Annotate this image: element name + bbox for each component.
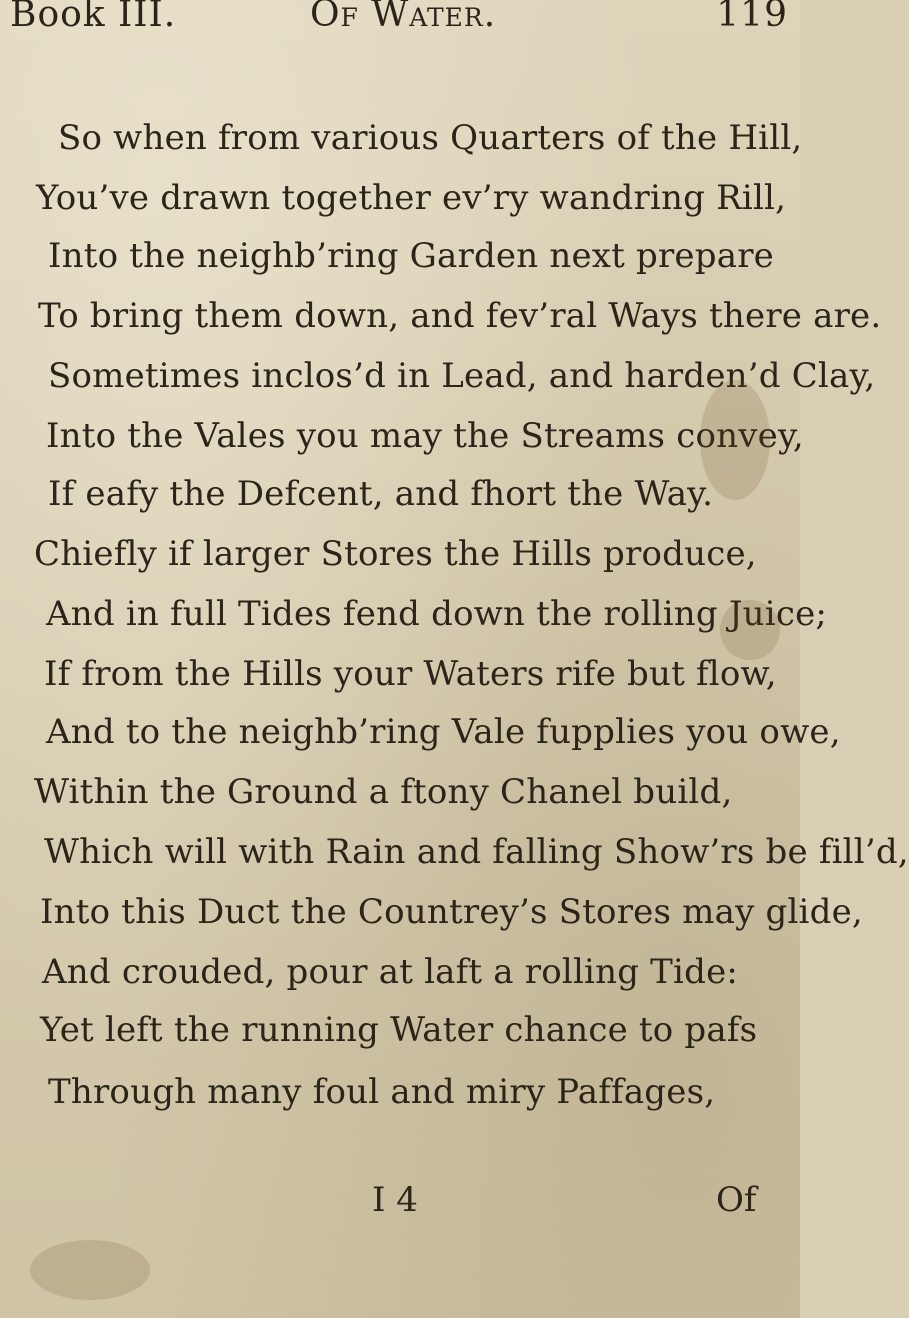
- verse-line: So when from various Quarters of the Hill,: [58, 118, 803, 158]
- page-number: 119: [716, 0, 788, 35]
- catchword: Of: [716, 1180, 757, 1220]
- verse-line: Sometimes inclos’d in Lead, and harden’d Clay,: [48, 356, 876, 396]
- verse-line: Yet left the running Water chance to pafs: [40, 1010, 758, 1050]
- verse-line: Into the neighb’ring Garden next prepare: [48, 236, 774, 276]
- signature-mark: I 4: [372, 1180, 418, 1220]
- verse-line: And in full Tides fend down the rolling Juice;: [46, 594, 828, 634]
- verse-line: Chiefly if larger Stores the Hills produce,: [34, 534, 757, 574]
- verse-line: Which will with Rain and falling Show’rs be fill’d,: [44, 832, 909, 872]
- verse-line: And crouded, pour at laft a rolling Tide:: [42, 952, 739, 992]
- verse-line: You’ve drawn together ev’ry wandring Rill,: [36, 178, 787, 218]
- verse-line: To bring them down, and fev’ral Ways there are.: [38, 296, 882, 336]
- verse-line: If eafy the Defcent, and fhort the Way.: [48, 474, 714, 514]
- page-footer: [0, 1180, 800, 1240]
- verse-line: And to the neighb’ring Vale fupplies you owe,: [46, 712, 841, 752]
- verse-line: If from the Hills your Waters rife but flow,: [44, 654, 777, 694]
- chapter-title: Of Water.: [310, 0, 497, 35]
- verse-line: Through many foul and miry Paffages,: [48, 1072, 716, 1112]
- verse-line: Into this Duct the Countrey’s Stores may glide,: [40, 892, 863, 932]
- verse-line: Into the Vales you may the Streams convey,: [46, 416, 804, 456]
- verse-line: Within the Ground a ftony Chanel build,: [34, 772, 733, 812]
- book-label: Book III.: [10, 0, 177, 35]
